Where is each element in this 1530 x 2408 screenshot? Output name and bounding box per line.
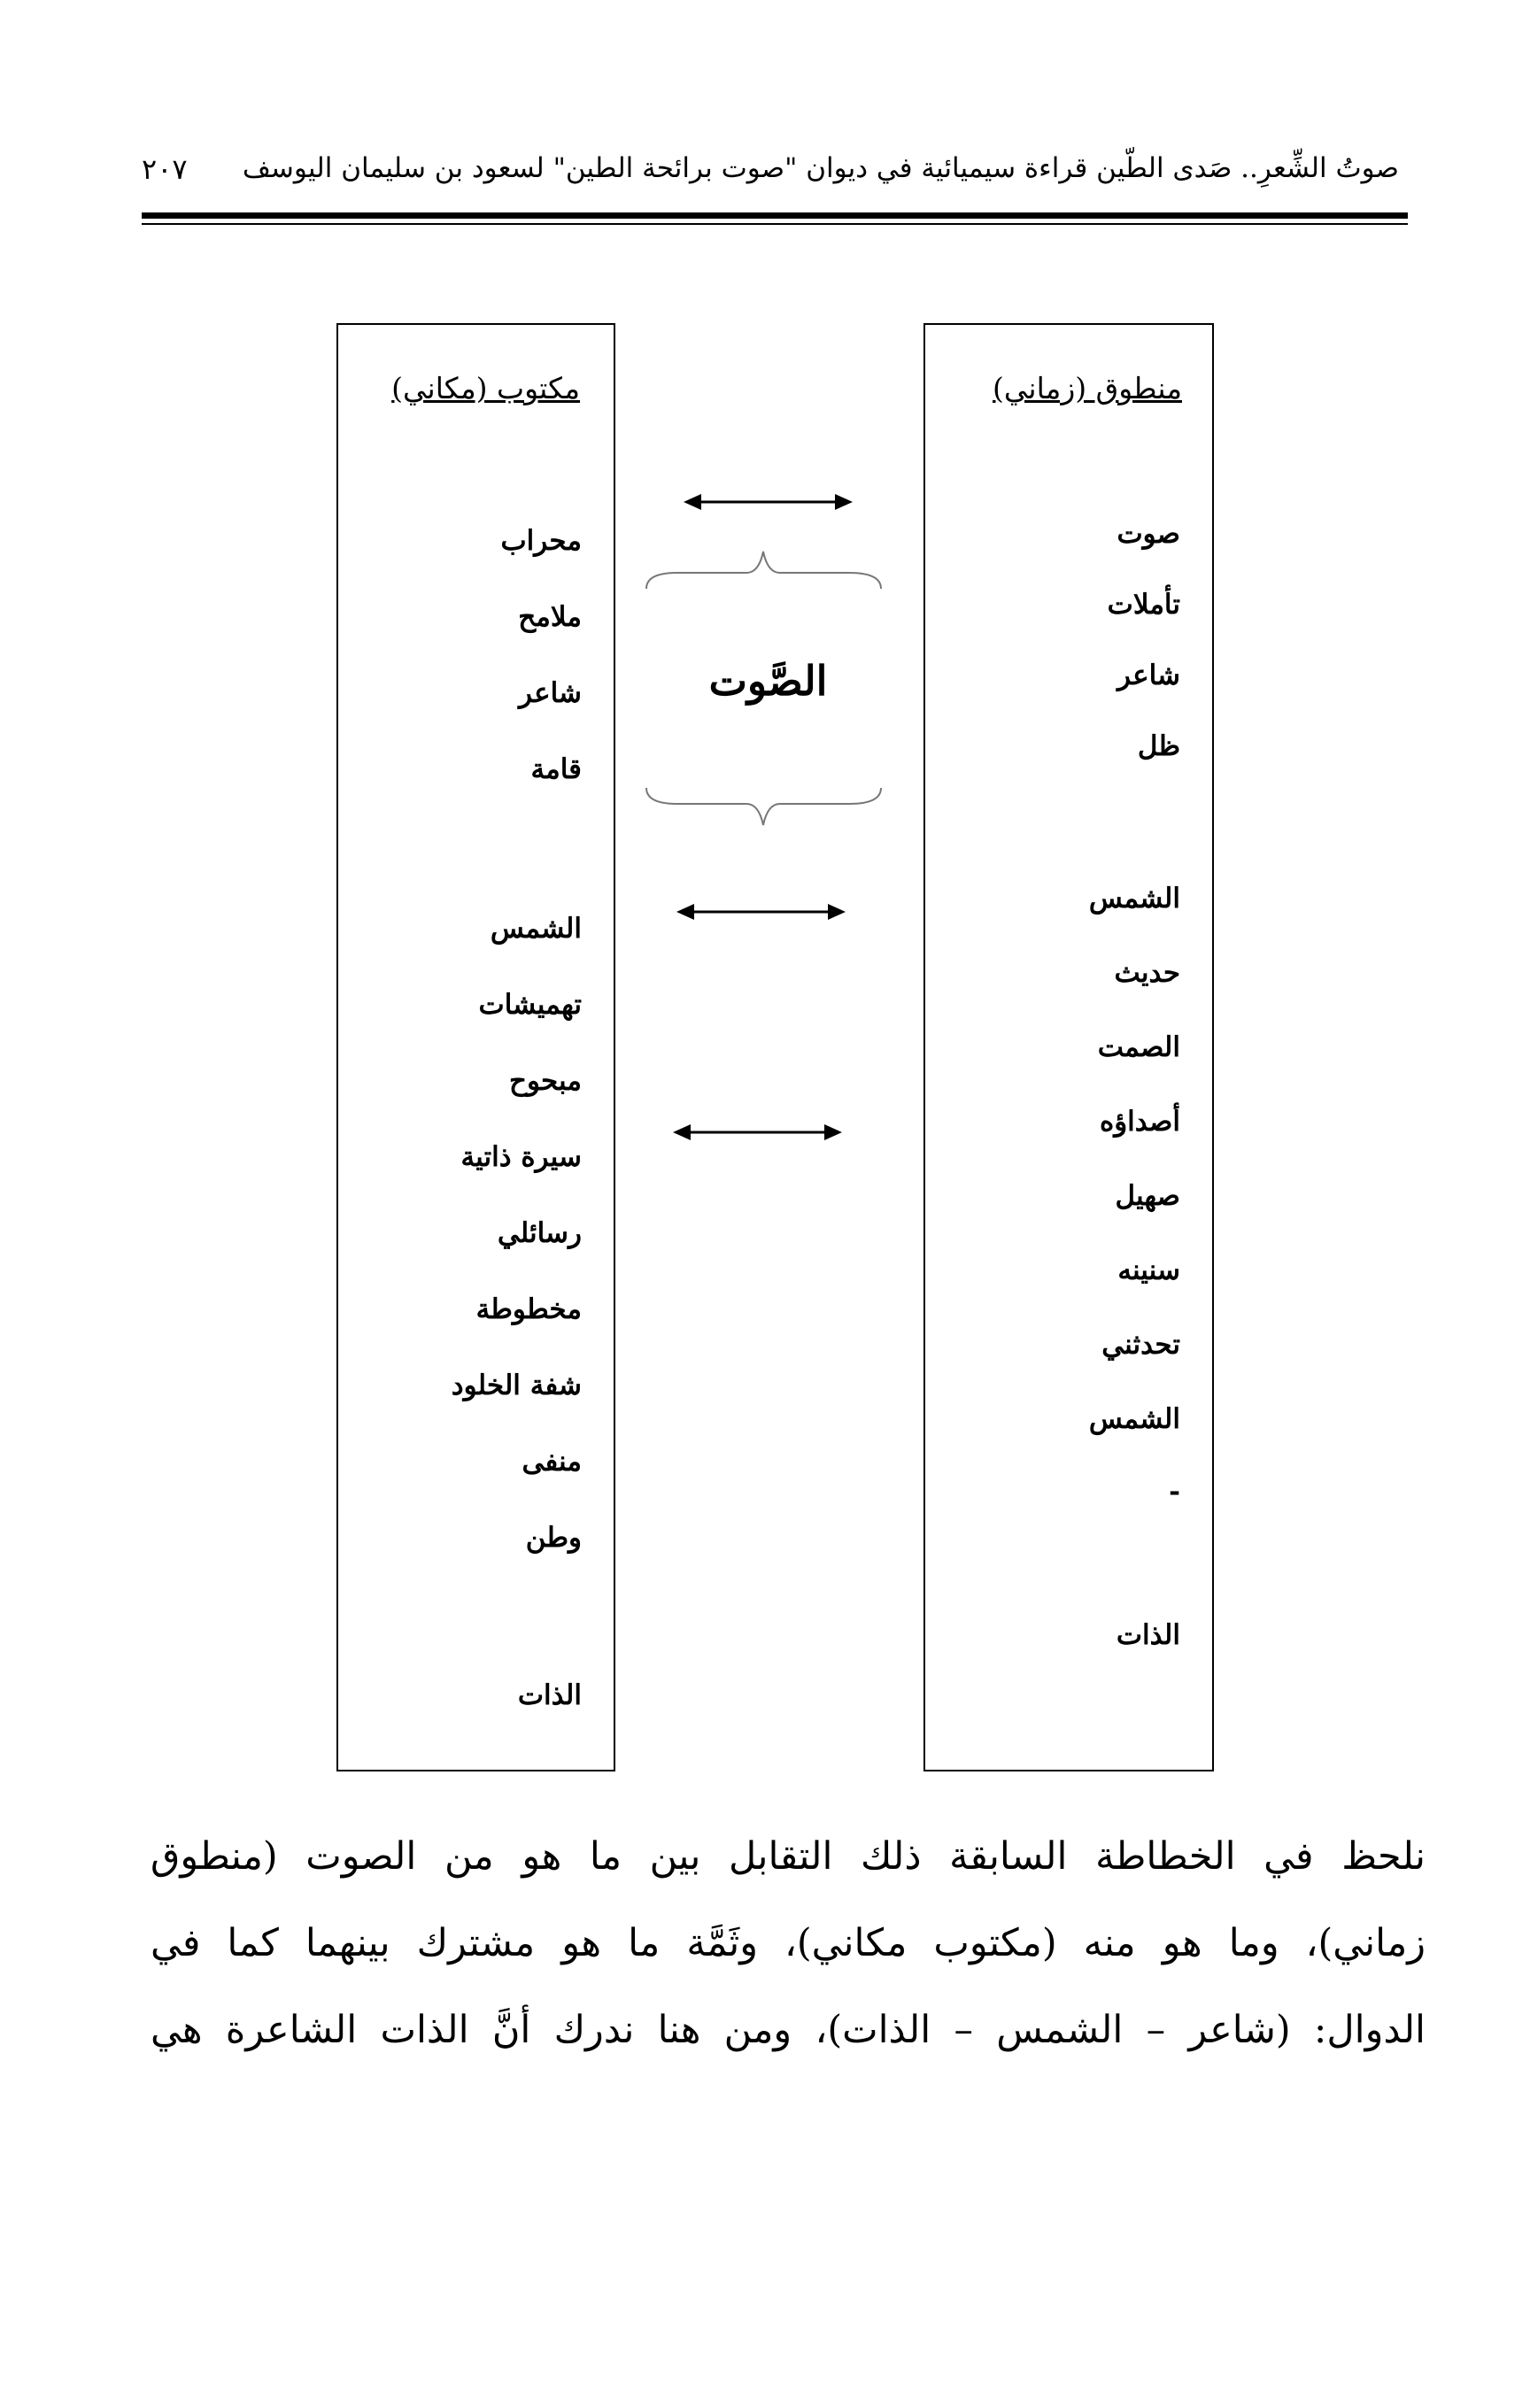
body-paragraph bbox=[151, 1813, 1426, 2073]
written-word: مبحوح bbox=[509, 1065, 582, 1097]
header-rule-thin bbox=[142, 223, 1408, 225]
double-arrow-icon bbox=[675, 899, 847, 925]
written-word: رسائلي bbox=[497, 1217, 582, 1249]
top-brace-icon bbox=[642, 544, 885, 598]
written-word: سيرة ذاتية bbox=[460, 1141, 582, 1173]
body-line: زماني)، وما هو منه (مكتوب مكاني)، وثَمَّة ما هو مشترك بينهما كما في bbox=[151, 1921, 1426, 1965]
written-word: وطن bbox=[525, 1522, 582, 1554]
written-word: منفى bbox=[522, 1446, 582, 1478]
written-word: شفة الخلود bbox=[451, 1370, 582, 1401]
written-column bbox=[336, 323, 615, 1771]
spoken-word: ظل bbox=[1137, 730, 1180, 762]
spoken-word: الشمس bbox=[1088, 1403, 1180, 1435]
spoken-word: الشمس bbox=[1088, 883, 1180, 915]
spoken-word: شاعر bbox=[1117, 660, 1180, 691]
body-line: الدوال: (شاعر – الشمس – الذات)، ومن هنا ندرك أنَّ الذات الشاعرة هي bbox=[151, 2008, 1426, 2052]
spoken-word: سنينه bbox=[1117, 1254, 1180, 1286]
spoken-word: حديث bbox=[1114, 957, 1180, 989]
page-number: ٢٠٧ bbox=[142, 152, 188, 186]
written-word: مخطوطة bbox=[475, 1293, 582, 1325]
header-rule-thick bbox=[142, 212, 1408, 219]
center-label: الصَّوت bbox=[708, 657, 828, 705]
body-line: نلحظ في الخطاطة السابقة ذلك التقابل بين ما هو من الصوت (منطوق bbox=[151, 1834, 1426, 1879]
written-word: الذات bbox=[517, 1679, 582, 1711]
written-word: ملامح bbox=[518, 601, 582, 633]
written-column-heading: مكتوب (مكاني) bbox=[391, 371, 580, 405]
written-word: شاعر bbox=[518, 677, 582, 709]
double-arrow-icon bbox=[682, 489, 854, 515]
spoken-word: الذات bbox=[1116, 1619, 1180, 1651]
spoken-word: الصمت bbox=[1097, 1031, 1180, 1063]
spoken-word: صوت bbox=[1117, 518, 1180, 550]
spoken-word: أصداؤه bbox=[1099, 1106, 1180, 1138]
spoken-column bbox=[923, 323, 1214, 1771]
written-word: محراب bbox=[500, 525, 582, 557]
written-word: الشمس bbox=[490, 913, 582, 945]
bottom-brace-icon bbox=[642, 779, 885, 832]
spoken-column-heading: منطوق (زماني) bbox=[993, 371, 1182, 405]
written-word: تهميشات bbox=[478, 989, 582, 1021]
double-arrow-icon bbox=[671, 1119, 844, 1146]
written-word: قامة bbox=[530, 753, 582, 785]
spoken-word: تأملات bbox=[1107, 589, 1180, 621]
spoken-word: تحدثني bbox=[1101, 1329, 1180, 1361]
spoken-word: - bbox=[1169, 1476, 1180, 1508]
spoken-word: صهيل bbox=[1115, 1180, 1180, 1212]
running-header: صوتُ الشِّعرِ.. صَدى الطّين قراءة سيميائية في ديوان "صوت برائحة الطين" لسعود بن سليمان اليوسف bbox=[242, 152, 1399, 184]
